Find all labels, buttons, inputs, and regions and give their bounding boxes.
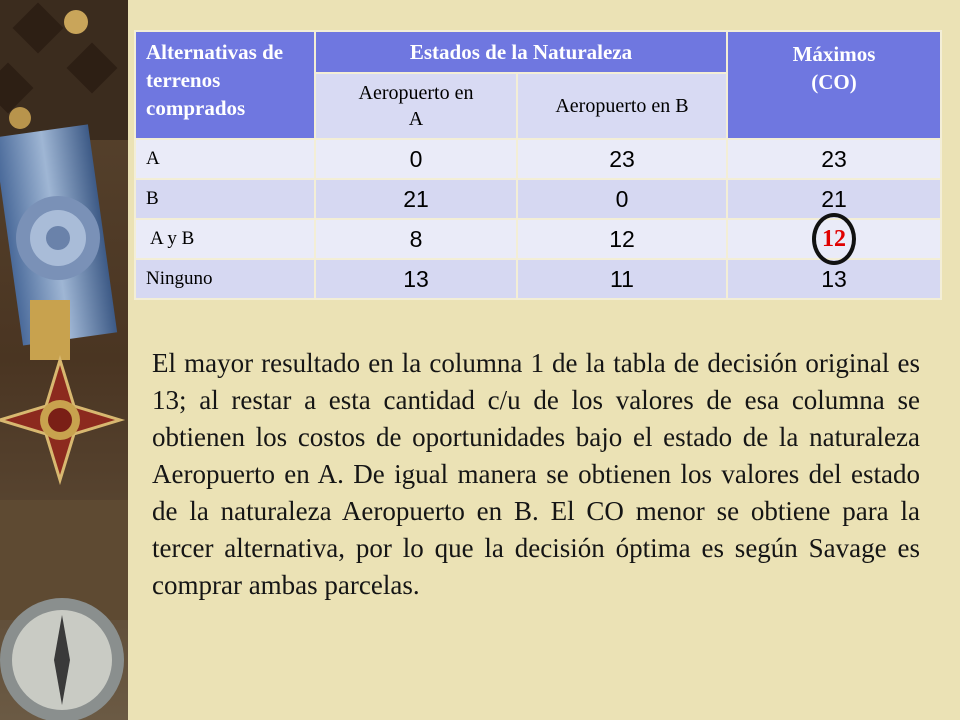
alternative-cell: A y B <box>135 219 315 259</box>
medal-illustration <box>0 0 128 720</box>
table-row <box>135 139 941 179</box>
value-cell: 8 <box>315 219 517 259</box>
header-state-b: Aeropuerto en B <box>517 73 727 139</box>
value-cell: 13 <box>315 259 517 299</box>
header-maximos <box>727 31 941 139</box>
table-row <box>135 179 941 219</box>
max-cell: 21 <box>727 179 941 219</box>
value-cell: 21 <box>315 179 517 219</box>
max-cell: 13 <box>727 259 941 299</box>
header-maximos-line1: Máximos <box>792 42 876 66</box>
value-cell: 0 <box>315 139 517 179</box>
header-states-of-nature: Estados de la Naturaleza <box>315 31 727 73</box>
highlight-circle <box>812 213 856 265</box>
alternative-cell: Ninguno <box>135 259 315 299</box>
table-row <box>135 219 941 259</box>
button-icon <box>64 10 88 34</box>
decision-table <box>134 30 942 300</box>
value-cell: 12 <box>517 219 727 259</box>
alternative-cell: A <box>135 139 315 179</box>
value-cell: 0 <box>517 179 727 219</box>
optimal-value: 12 <box>822 225 846 252</box>
header-state-a: Aeropuerto en A <box>315 73 517 139</box>
alternative-cell: B <box>135 179 315 219</box>
decorative-medal-image <box>0 0 128 720</box>
explanation-paragraph: El mayor resultado en la columna 1 de la tabla de decisión original es 13; al restar a esta cantidad c/u de los valores de esa columna se obtienen los costos de oportunidades bajo el estado de la naturaleza Aeropuerto en A. De igual manera se obtienen los valores del estado de la naturaleza Aeropuerto en B. El CO menor se obtiene para la tercer alternativa, por lo que la decisión óptima es según Savage es comprar ambas parcelas. <box>152 348 920 600</box>
header-alternatives: Alternativas de terrenos comprados <box>135 31 315 139</box>
header-maximos-line2: (CO) <box>811 70 857 94</box>
max-cell: 23 <box>727 139 941 179</box>
value-cell: 23 <box>517 139 727 179</box>
table-row <box>135 259 941 299</box>
value-cell: 11 <box>517 259 727 299</box>
optimal-max-cell <box>727 219 941 259</box>
